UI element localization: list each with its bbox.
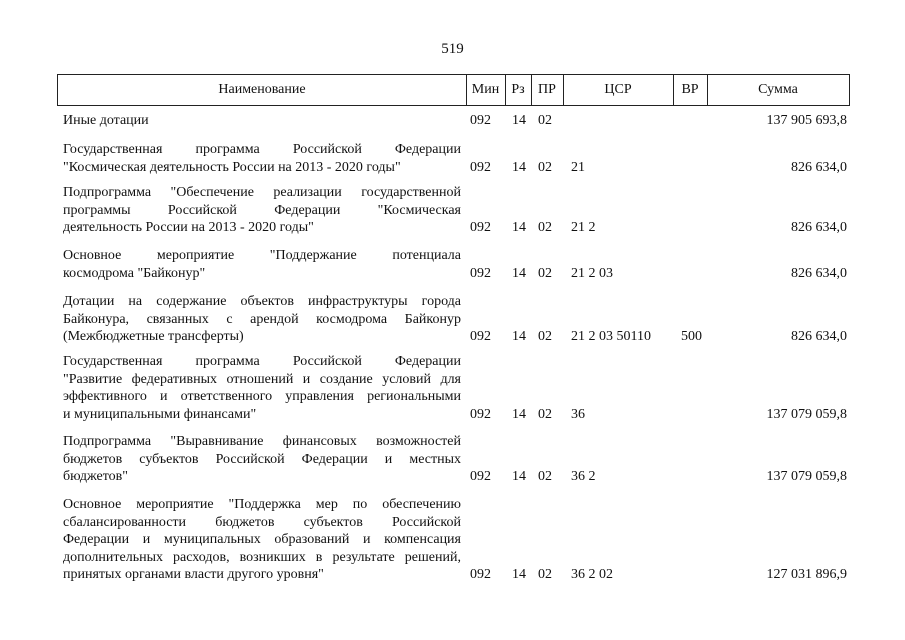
row-pr: 02 [538, 567, 552, 582]
row-name-line: Дотации на содержание объектов инфраструктуры города [63, 294, 461, 309]
row-rz: 14 [512, 265, 526, 281]
row-pr: 02 [538, 406, 552, 422]
row-name-line: деятельность России на 2013 - 2020 годы" [63, 220, 314, 235]
row-sum: 137 079 059,8 [766, 406, 847, 422]
row-name [63, 112, 461, 130]
row-name [63, 433, 461, 486]
row-sum: 826 634,0 [791, 265, 847, 281]
row-pr: 02 [538, 159, 552, 175]
row-csr: 21 2 [571, 220, 596, 235]
row-sum: 137 905 693,8 [766, 113, 847, 128]
row-min: 092 [470, 220, 491, 235]
row-name [63, 247, 461, 282]
row-csr: 21 [571, 159, 585, 175]
row-name-line: (Межбюджетные трансферты) [63, 329, 244, 344]
row-min: 092 [470, 265, 491, 281]
row-min: 092 [470, 469, 491, 484]
header-rz: Рз [511, 82, 525, 97]
row-pr: 02 [538, 265, 552, 281]
row-csr: 21 2 03 50110 [571, 329, 651, 344]
row-csr: 36 [571, 406, 585, 422]
row-name-line: Подпрограмма "Обеспечение реализации государственной [63, 185, 461, 200]
row-name [63, 496, 461, 584]
row-name [63, 141, 461, 176]
row-name-line: Государственная программа Российской Федерации [63, 354, 461, 369]
row-name-line: Государственная программа Российской Федерации [63, 142, 461, 157]
row-min: 092 [470, 567, 491, 582]
row-min: 092 [470, 159, 491, 175]
header-min: Мин [471, 82, 500, 97]
row-name-line: Байконура, связанных с арендой космодрома Байконур [63, 311, 461, 327]
row-name [63, 293, 461, 346]
row-name-line: "Развитие федеративных отношений и создание условий для [63, 371, 461, 387]
row-rz: 14 [512, 567, 526, 582]
row-name-line: Подпрограмма "Выравнивание финансовых возможностей [63, 434, 461, 449]
row-csr: 36 2 [571, 469, 596, 484]
row-min: 092 [470, 406, 491, 422]
row-rz: 14 [512, 329, 526, 344]
row-name-line: бюджетов" [63, 469, 128, 484]
row-sum: 826 634,0 [791, 329, 847, 344]
row-sum: 127 031 896,9 [766, 567, 847, 582]
page-number: 519 [441, 41, 464, 57]
row-sum: 137 079 059,8 [766, 469, 847, 484]
row-csr: 36 2 02 [571, 567, 613, 582]
table-header [57, 74, 850, 106]
row-min: 092 [470, 113, 491, 128]
row-name [63, 184, 461, 237]
row-name-line: дополнительных расходов, возникших в результате решений, [63, 549, 461, 565]
row-name [63, 353, 461, 423]
row-min: 092 [470, 329, 491, 344]
row-name-line: бюджетов субъектов Российской Федерации и местных [63, 451, 461, 467]
row-name-line: Основное мероприятие "Поддержка мер по обеспечению [63, 497, 461, 512]
row-pr: 02 [538, 113, 552, 128]
header-sum: Сумма [758, 82, 798, 97]
row-pr: 02 [538, 469, 552, 484]
row-name-line: Основное мероприятие "Поддержание потенциала [63, 248, 461, 263]
row-name-line: и муниципальными финансами" [63, 406, 257, 422]
header-vr: ВР [681, 82, 699, 97]
row-name-line: "Космическая деятельность России на 2013 - 2020 годы" [63, 159, 401, 175]
row-rz: 14 [512, 159, 526, 175]
row-sum: 826 634,0 [791, 159, 847, 175]
row-name-line: принятых органами власти другого уровня" [63, 567, 324, 582]
row-pr: 02 [538, 329, 552, 344]
row-sum: 826 634,0 [791, 220, 847, 235]
header-pr: ПР [538, 82, 556, 97]
row-name-line: Иные дотации [63, 113, 149, 128]
row-rz: 14 [512, 220, 526, 235]
row-name-line: программы Российской Федерации "Космическая [63, 202, 461, 218]
row-name-line: Федерации и муниципальных образований и компенсация [63, 532, 461, 547]
row-vr: 500 [681, 329, 702, 344]
row-csr: 21 2 03 [571, 265, 613, 281]
header-name: Наименование [218, 82, 306, 97]
row-name-line: эффективного и ответственного управления региональными [63, 389, 461, 404]
row-rz: 14 [512, 113, 526, 128]
header-csr: ЦСР [604, 82, 632, 97]
row-rz: 14 [512, 406, 526, 422]
row-pr: 02 [538, 220, 552, 235]
row-name-line: сбалансированности бюджетов субъектов Российской [63, 514, 461, 530]
row-name-line: космодрома "Байконур" [63, 265, 206, 281]
row-rz: 14 [512, 469, 526, 484]
